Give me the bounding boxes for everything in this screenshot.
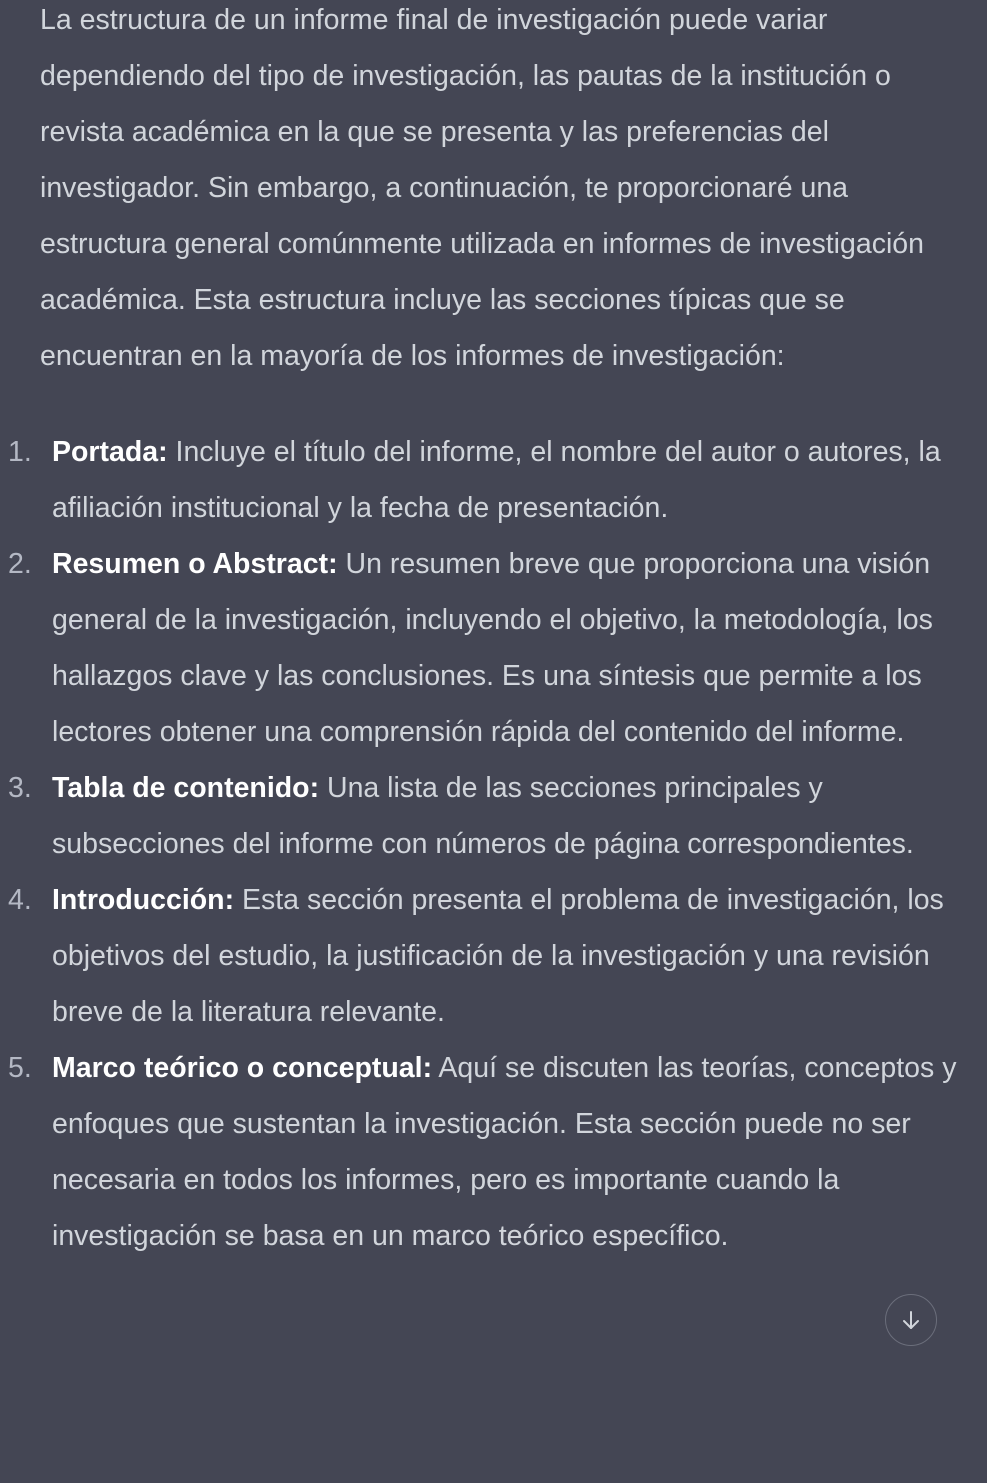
item-term: Introducción: [52, 884, 235, 916]
list-number: 3. [8, 772, 32, 804]
list-number: 1. [8, 436, 32, 468]
list-number: 2. [8, 548, 32, 580]
intro-paragraph: La estructura de un informe final de investigación puede variar dependiendo del tipo de investigación, las pautas de la institución o revista académica en la que se presenta y las preferencias del investigador. Sin embargo, a continuación, te proporcionaré una estructura general comúnmente utilizada en informes de investigación académica. Esta estructura incluye las secciones típicas que se encuentran en la mayoría de los informes de investigación: [40, 4, 924, 372]
item-text: Un resumen breve que proporciona una visión general de la investigación, incluyendo el objetivo, la metodología, los hallazgos clave y las conclusiones. Es una síntesis que permite a los lectores obtener una comprensión rápida del contenido del informe. [52, 548, 933, 748]
item-text: Una lista de las secciones principales y subsecciones del informe con números de página correspondientes. [52, 772, 914, 860]
list-item [0, 760, 987, 872]
list-item [0, 872, 987, 1040]
list-item [0, 536, 987, 760]
scroll-to-bottom-button[interactable] [885, 1294, 937, 1346]
item-text: Esta sección presenta el problema de investigación, los objetivos del estudio, la justificación de la investigación y una revisión breve de la literatura relevante. [52, 884, 944, 1028]
list-item [0, 1040, 987, 1264]
item-term: Portada: [52, 436, 168, 468]
list-item [0, 424, 987, 536]
item-term: Marco teórico o conceptual: [52, 1052, 433, 1084]
item-text: Aquí se discuten las teorías, conceptos y enfoques que sustentan la investigación. Esta sección puede no ser necesaria en todos los informes, pero es importante cuando la investigación se basa en un marco teórico específico. [52, 1052, 957, 1252]
list-number: 5. [8, 1052, 32, 1084]
arrow-down-icon [899, 1308, 923, 1332]
item-term: Resumen o Abstract: [52, 548, 338, 580]
list-number: 4. [8, 884, 32, 916]
item-text: Incluye el título del informe, el nombre del autor o autores, la afiliación institucional y la fecha de presentación. [52, 436, 941, 524]
item-term: Tabla de contenido: [52, 772, 320, 804]
structure-list [0, 424, 987, 1264]
